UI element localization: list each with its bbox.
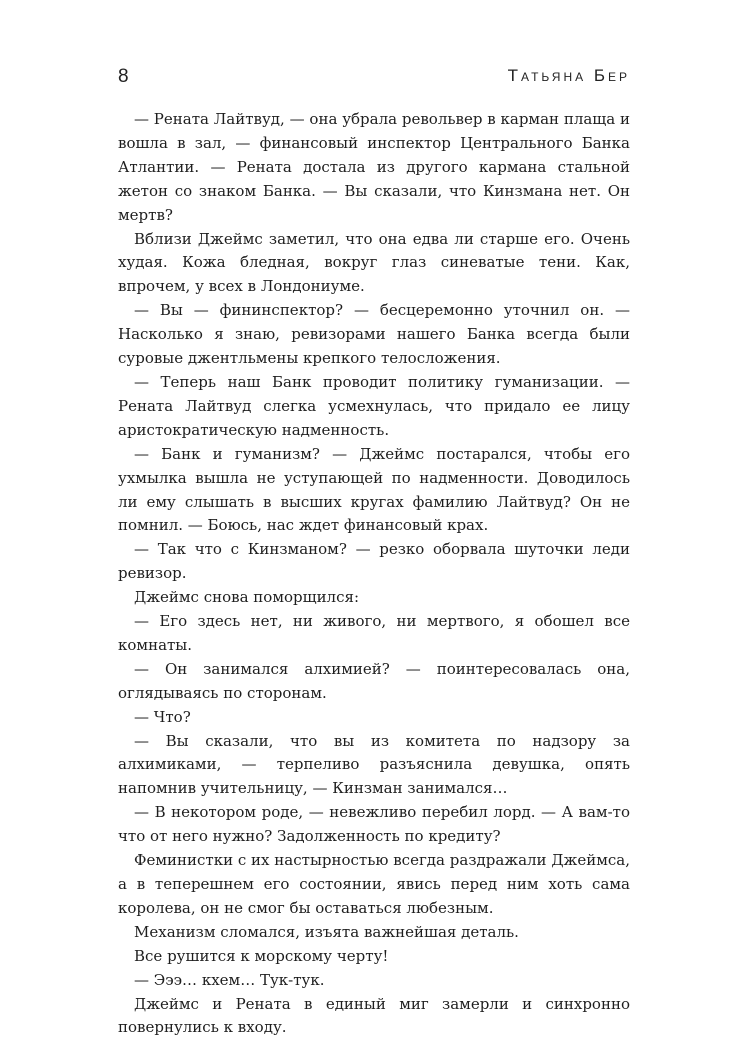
paragraph: — Эээ… кхем… Тук-тук.	[134, 970, 325, 989]
paragraph: Вблизи Джеймс заметил, что она едва ли старше его. Очень худая. Кожа бледная, вокруг глаз синеватые тени. Как, впрочем, у всех в Лондониуме.	[118, 229, 630, 296]
paragraph: — Рената Лайтвуд, — она убрала револьвер в карман плаща и вошла в зал, — финансовый инспектор Центрального Банка Атлантии. — Рената достала из другого кармана стальной жетон со знаком Банка. — Вы сказали, что Кинзмана нет. Он мертв?	[118, 110, 630, 224]
paragraph: Феминистки с их настырностью всегда раздражали Джеймса, а в теперешнем его состоянии, явись перед ним хоть сама королева, он не смог бы оставаться любезным.	[118, 851, 630, 917]
paragraph: — Его здесь нет, ни живого, ни мертвого, я обошел все комнаты.	[118, 612, 630, 654]
paragraph: — Теперь наш Банк проводит политику гуманизации. — Рената Лайтвуд слегка усмехнулась, что придало ее лицу аристократическую надменность.	[118, 372, 630, 439]
paragraph: Все рушится к морскому черту!	[134, 946, 389, 965]
paragraph: Джеймс и Рената в единый миг замерли и синхронно повернулись к входу.	[118, 994, 630, 1037]
running-head-author: Татьяна Бер	[507, 66, 630, 85]
paragraph: — Он занимался алхимией? — поинтересовалась она, оглядываясь по сторонам.	[118, 659, 630, 702]
page-header	[118, 66, 630, 96]
paragraph: — Что?	[134, 707, 191, 726]
paragraph: Джеймс снова поморщился:	[134, 588, 360, 607]
paragraph: — В некотором роде, — невежливо перебил лорд. — А вам-то что от него нужно? Задолженность по кредиту?	[118, 803, 630, 846]
page-number: 8	[118, 66, 130, 87]
paragraph: — Вы — фининспектор? — бесцеремонно уточнил он. — Насколько я знаю, ревизорами нашего Банка всегда были суровые джентльмены крепкого телосложения.	[118, 301, 630, 368]
body-text	[118, 108, 630, 1040]
paragraph: Механизм сломался, изъята важнейшая деталь.	[134, 922, 519, 941]
paragraph: — Вы сказали, что вы из комитета по надзору за алхимиками, — терпеливо разъяснила девушка, опять напомнив учительницу, — Кинзман занимался…	[118, 731, 630, 798]
paragraph: — Банк и гуманизм? — Джеймс постарался, чтобы его ухмылка вышла не уступающей по надменности. Доводилось ли ему слышать в высших кругах фамилию Лайтвуд? Он не помнил. — Боюсь, нас ждет финансовый крах.	[118, 444, 630, 535]
paragraph: — Так что с Кинзманом? — резко оборвала шуточки леди ревизор.	[118, 540, 630, 583]
